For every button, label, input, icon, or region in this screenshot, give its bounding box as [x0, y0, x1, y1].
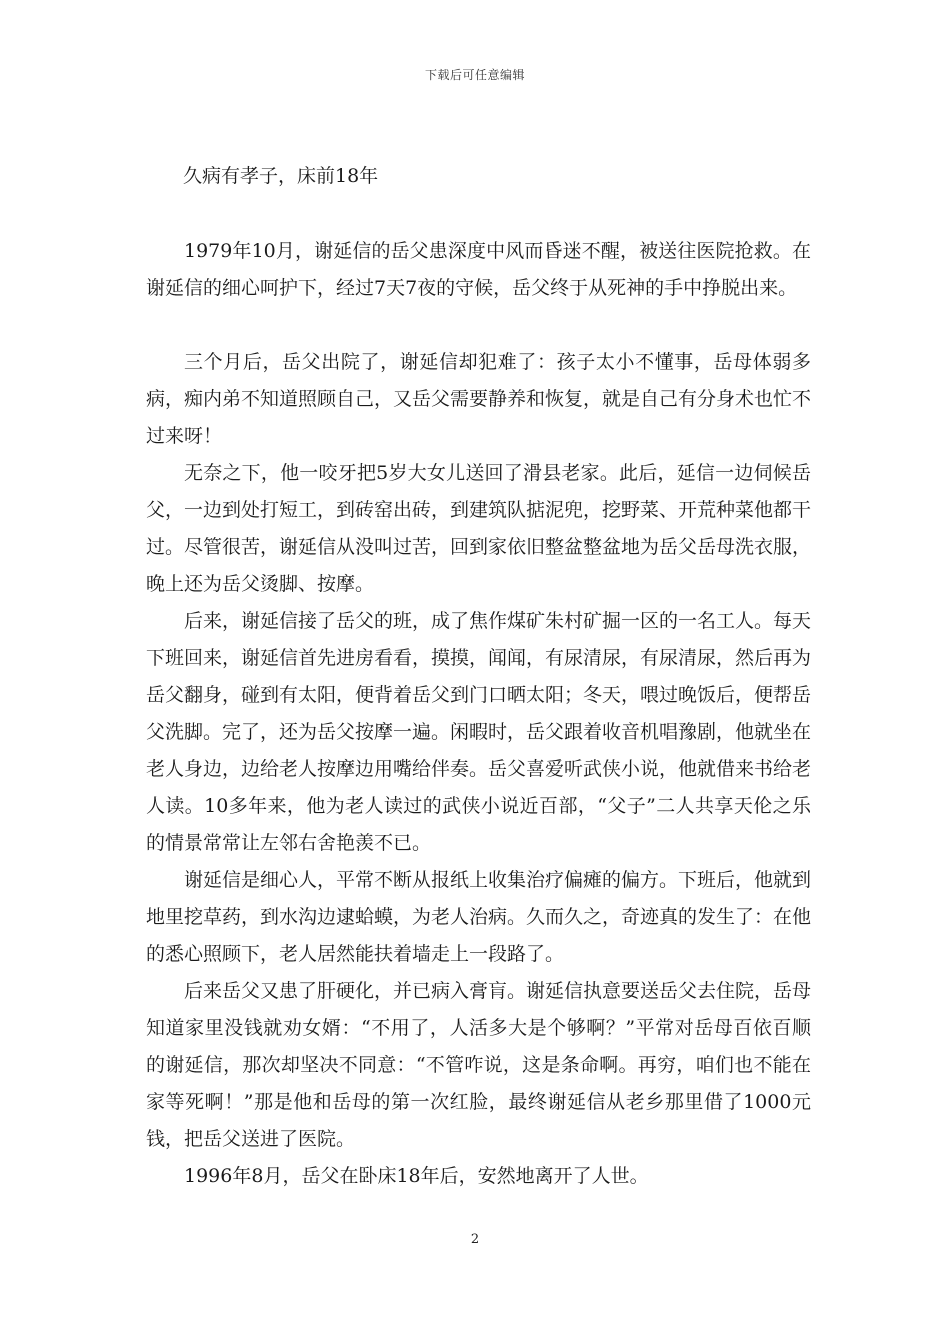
paragraph-5: 谢延信是细心人，平常不断从报纸上收集治疗偏瘫的偏方。下班后，他就到地里挖草药，到水沟边逮蛤蟆，为老人治病。久而久之，奇迹真的发生了：在他的悉心照顾下，老人居然能扶着墙走上一段路了。: [146, 869, 812, 965]
paragraph-7: 1996年8月，岳父在卧床18年后，安然地离开了人世。: [184, 1165, 649, 1187]
page-number: 2: [470, 1232, 480, 1247]
paragraph-6: 后来岳父又患了肝硬化，并已病入膏肓。谢延信执意要送岳父去住院，岳母知道家里没钱就劝女婿：“不用了，人活多大是个够啊？”平常对岳母百依百顺的谢延信，那次却坚决不同意：“不管咋说，这是条命啊。再穷，咱们也不能在家等死啊！”那是他和岳母的第一次红脸，最终谢延信从老乡那里借了1000元钱，把岳父送进了医院。: [146, 980, 812, 1150]
paragraph-3: 无奈之下，他一咬牙把5岁大女儿送回了滑县老家。此后，延信一边伺候岳父，一边到处打短工，到砖窑出砖，到建筑队掂泥兜，挖野菜、开荒种菜他都干过。尽管很苦，谢延信从没叫过苦，回到家依旧整盆整盆地为岳父岳母洗衣服，晚上还为岳父烫脚、按摩。: [146, 462, 812, 595]
paragraph-4: 后来，谢延信接了岳父的班，成了焦作煤矿朱村矿掘一区的一名工人。每天下班回来，谢延信首先进房看看，摸摸，闻闻，有尿清尿，有尿清尿，然后再为岳父翻身，碰到有太阳，便背着岳父到门口晒太阳；冬天，喂过晚饭后，便帮岳父洗脚。完了，还为岳父按摩一遍。闲暇时，岳父跟着收音机唱豫剧，他就坐在老人身边，边给老人按摩边用嘴给伴奏。岳父喜爱听武侠小说，他就借来书给老人读。10多年来，他为老人读过的武侠小说近百部，“父子”二人共享天伦之乐的情景常常让左邻右舍艳羡不已。: [146, 610, 812, 854]
body-text-block-1: [146, 233, 811, 307]
document-title: 久病有孝子，床前18年: [183, 165, 379, 187]
header-note: 下载后可任意编辑: [424, 68, 525, 82]
paragraph-2: 三个月后，岳父出院了，谢延信却犯难了：孩子太小不懂事，岳母体弱多病，痴内弟不知道照顾自己，又岳父需要静养和恢复，就是自己有分身术也忙不过来呀！: [146, 351, 812, 447]
body-text-block-2: [146, 344, 811, 1195]
paragraph-1: 1979年10月，谢延信的岳父患深度中风而昏迷不醒，被送往医院抢救。在谢延信的细心呵护下，经过7天7夜的守候，岳父终于从死神的手中挣脱出来。: [146, 240, 811, 299]
